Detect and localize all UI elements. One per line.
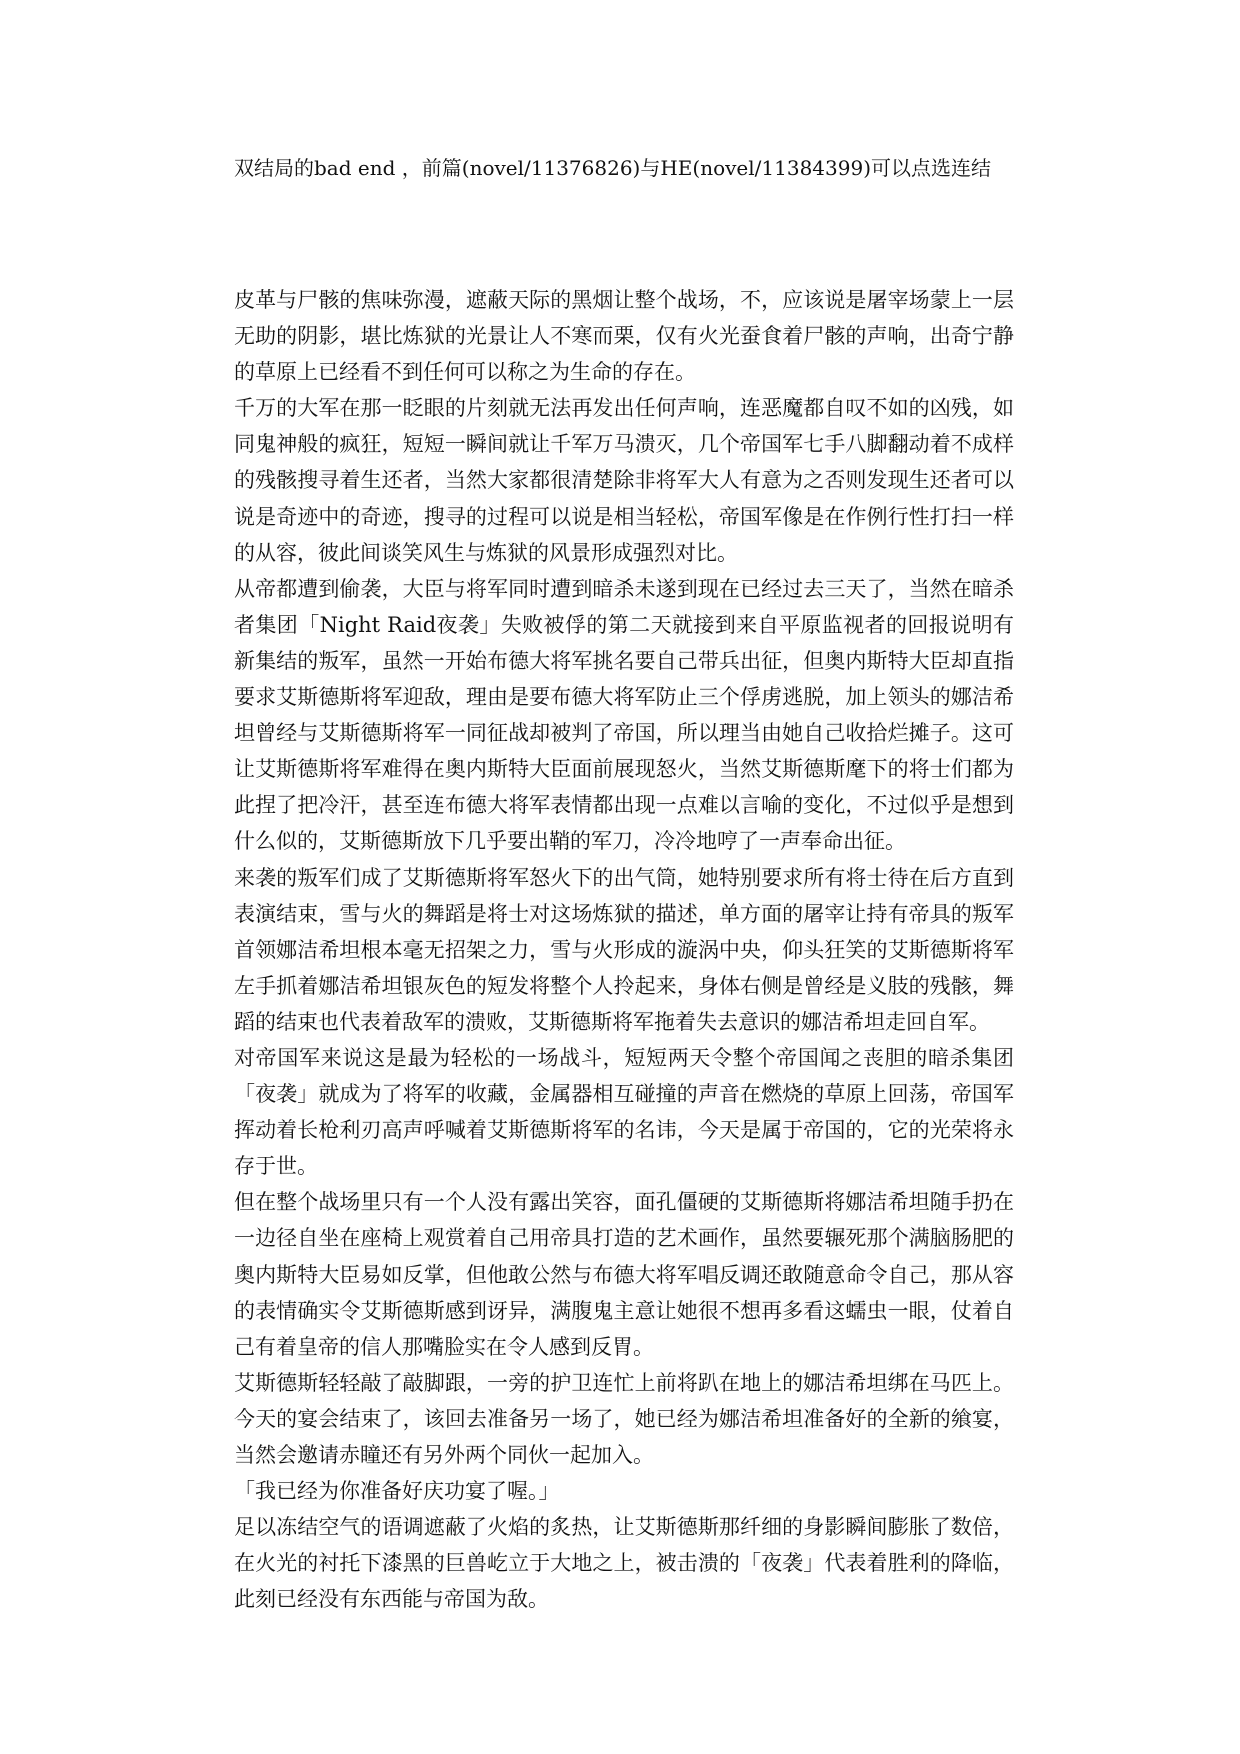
paragraph-1: 皮革与尸骸的焦味弥漫，遮蔽天际的黑烟让整个战场，不，应该说是屠宰场蒙上一层无助的阴影，堪比炼狱的光景让人不寒而栗，仅有火光蚕食着尸骸的声响，出奇宁静的草原上已经看不到任何可以称之为生命的存在。 [234, 288, 1014, 385]
paragraph-6: 但在整个战场里只有一个人没有露出笑容，面孔僵硬的艾斯德斯将娜洁希坦随手扔在一边径自坐在座椅上观赏着自己用帝具打造的艺术画作，虽然要辗死那个满脑肠肥的奥内斯特大臣易如反掌，但他敢公然与布德大将军唱反调还敢随意命令自己，那从容的表情确实令艾斯德斯感到讶异，满腹鬼主意让她很不想再多看这蠕虫一眼，仗着自己有着皇帝的信人那嘴脸实在令人感到反胃。 [234, 1190, 1014, 1359]
story-body [234, 282, 1014, 1617]
paragraph-2: 千万的大军在那一眨眼的片刻就无法再发出任何声响，连恶魔都自叹不如的凶残，如同鬼神般的疯狂，短短一瞬间就让千军万马溃灭，几个帝国军七手八脚翻动着不成样的残骸搜寻着生还者，当然大家都很清楚除非将军大人有意为之否则发现生还者可以说是奇迹中的奇迹，搜寻的过程可以说是相当轻松，帝国军像是在作例行性打扫一样的从容，彼此间谈笑风生与炼狱的风景形成强烈对比。 [234, 396, 1014, 565]
paragraph-9: 足以冻结空气的语调遮蔽了火焰的炙热，让艾斯德斯那纤细的身影瞬间膨胀了数倍，在火光的衬托下漆黑的巨兽屹立于大地之上，被击溃的「夜袭」代表着胜利的降临，此刻已经没有东西能与帝国为敌。 [234, 1515, 1014, 1612]
paragraph-3: 从帝都遭到偷袭，大臣与将军同时遭到暗杀未遂到现在已经过去三天了，当然在暗杀者集团「Night Raid夜袭」失败被俘的第二天就接到来自平原监视者的回报说明有新集结的叛军，虽然一开始布德大将军挑名要自己带兵出征，但奥内斯特大臣却直指要求艾斯德斯将军迎敌，理由是要布德大将军防止三个俘虏逃脱，加上领头的娜洁希坦曾经与艾斯德斯将军一同征战却被判了帝国，所以理当由她自己收拾烂摊子。这可让艾斯德斯将军难得在奥内斯特大臣面前展现怒火，当然艾斯德斯麾下的将士们都为此捏了把冷汗，甚至连布德大将军表情都出现一点难以言喻的变化，不过似乎是想到什么似的，艾斯德斯放下几乎要出鞘的军刀，冷冷地哼了一声奉命出征。 [234, 576, 1014, 854]
paragraph-8-dialogue: 「我已经为你准备好庆功宴了喔。」 [234, 1479, 560, 1504]
paragraph-5: 对帝国军来说这是最为轻松的一场战斗，短短两天令整个帝国闻之丧胆的暗杀集团「夜袭」就成为了将军的收藏，金属器相互碰撞的声音在燃烧的草原上回荡，帝国军挥动着长枪利刃高声呼喊着艾斯德斯将军的名讳，今天是属于帝国的，它的光荣将永存于世。 [234, 1045, 1014, 1179]
header-note: 双结局的bad end ，前篇(novel/11376826)与HE(novel/11384399)可以点选连结 [234, 156, 991, 180]
paragraph-7: 艾斯德斯轻轻敲了敲脚跟，一旁的护卫连忙上前将趴在地上的娜洁希坦绑在马匹上。今天的宴会结束了，该回去准备另一场了，她已经为娜洁希坦准备好的全新的飨宴，当然会邀请赤瞳还有另外两个同伙一起加入。 [234, 1370, 1014, 1467]
paragraph-4: 来袭的叛军们成了艾斯德斯将军怒火下的出气筒，她特别要求所有将士待在后方直到表演结束，雪与火的舞蹈是将士对这场炼狱的描述，单方面的屠宰让持有帝具的叛军首领娜洁希坦根本毫无招架之力，雪与火形成的漩涡中央，仰头狂笑的艾斯德斯将军左手抓着娜洁希坦银灰色的短发将整个人拎起来，身体右侧是曾经是义肢的残骸，舞蹈的结束也代表着敌军的溃败，艾斯德斯将军拖着失去意识的娜洁希坦走回自军。 [234, 865, 1014, 1034]
